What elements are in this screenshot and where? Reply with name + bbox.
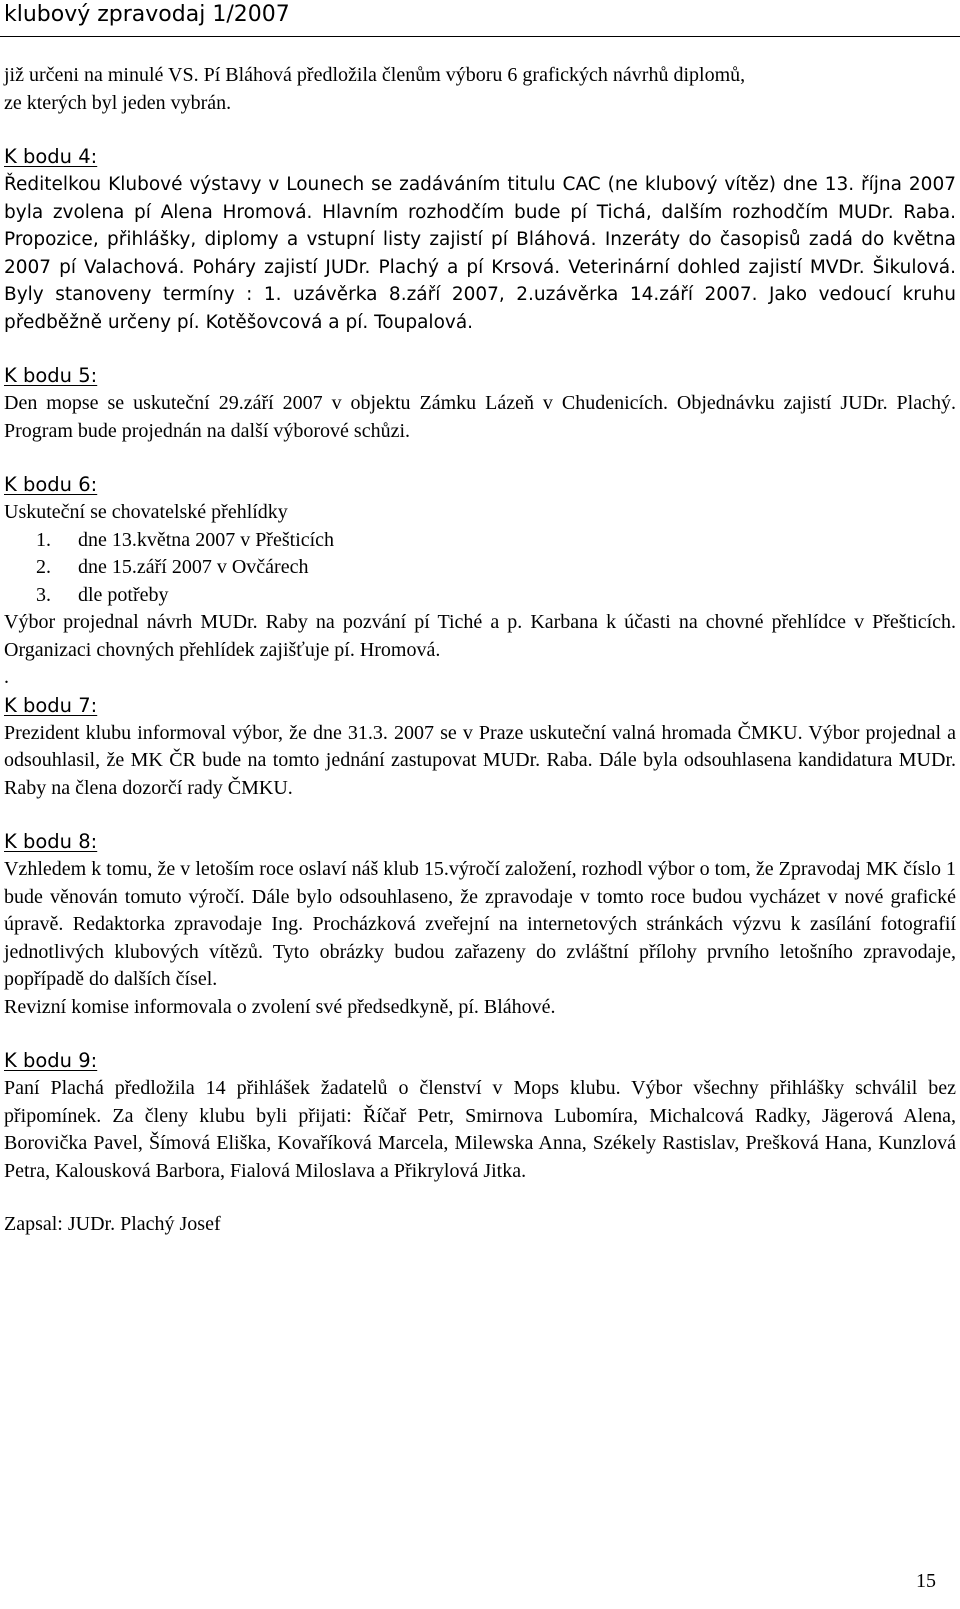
header-rule (0, 36, 960, 37)
section-6-list (4, 527, 956, 610)
section-4-heading: K bodu 4: (4, 145, 98, 168)
intro-line-1: již určeni na minulé VS. Pí Bláhová předložila členům výboru 6 grafických návrhů diplomů, (4, 64, 746, 86)
intro-line-2: ze kterých byl jeden vybrán. (4, 91, 232, 114)
section-9-text: Paní Plachá předložila 14 přihlášek žadatelů o členství v Mops klubu. Výbor všechny přihlášky schválil bez připomínek. Za členy klubu byli přijati: Říčař Petr, Smirnova Lubomíra, Michalcová Radky, Jägerová Alena, Borovička Pavel, Šímová Eliška, Kovaříková Marcela, Milewska Anna, Székely Rastislav, Prešková Hana, Kunzlová Petra, Kalousková Barbora, Fialová Miloslava a Přikrylová Jitka. (4, 1077, 956, 1182)
page-number: 15 (916, 1570, 936, 1592)
section-7-text: Prezident klubu informoval výbor, že dne 31.3. 2007 se v Praze uskuteční valná hromada ČMKU. Výbor projednal a odsouhlasil, že MK ČR bude na tomto jednání zastupovat MUDr. Raba. Dále byla odsouhlasena kandidatura MUDr. Raby na člena dozorčí rady ČMKU. (4, 721, 956, 799)
section-9-heading: K bodu 9: (4, 1049, 98, 1072)
section-6-text: Výbor projednal návrh MUDr. Raby na pozvání pí Tiché a p. Karbana k účasti na chovné přehlídce v Přešticích. Organizaci chovných přehlídek zajišťuje pí. Hromová. (4, 611, 956, 661)
section-4-text: Ředitelkou Klubové výstavy v Lounech se zadáváním titulu CAC (ne klubový vítěz) dne 13. října 2007 byla zvolena pí Alena Hromová. Hlavním rozhodčím bude pí Tichá, dalším rozhodčím MUDr. Raba. Propozice, přihlášky, diplomy a vstupní listy zajistí pí Bláhová. Inzeráty do časopisů zadá do května 2007 pí Valachová. Poháry zajistí JUDr. Plachý a pí Krsová. Veterinární dohled zajistí MVDr. Šikulová. Byly stanoveny termíny : 1. uzávěrka 8.září 2007, 2.uzávěrka 14.září 2007. Jako vedoucí kruhu předběžně určeny pí. Kotěšovcová a pí. Toupalová. (4, 174, 956, 333)
section-8-text-2: Revizní komise informovala o zvolení své předsedkyně, pí. Bláhové. (4, 995, 556, 1018)
section-6-lead: Uskuteční se chovatelské přehlídky (4, 501, 288, 523)
section-6-dot: . (4, 666, 9, 688)
document-body (4, 62, 956, 1239)
list-item: 2. dne 15.září 2007 v Ovčárech (36, 556, 309, 578)
section-7-heading: K bodu 7: (4, 693, 98, 717)
signature: Zapsal: JUDr. Plachý Josef (4, 1213, 221, 1235)
section-8-text: Vzhledem k tomu, že v letoším roce oslaví náš klub 15.výročí založení, rozhodl výbor o tom, že Zpravodaj MK číslo 1 bude věnován tomuto výročí. Dále bylo odsouhlaseno, že zpravodaje v tomto roce budou vycházet v nové grafické úpravě. Redaktorka zpravodaje Ing. Procházková zveřejní na internetových stránkách výzvu k zasílání fotografií jednotlivých klubových vítězů. Tyto obrázky budou zařazeny do zvláštní přílohy prvního letošního zpravodaje, popřípadě do dalších čísel. (4, 858, 956, 990)
section-5-heading: K bodu 5: (4, 364, 98, 387)
list-item: 1. dne 13.května 2007 v Přešticích (36, 528, 335, 551)
section-6-heading: K bodu 6: (4, 473, 98, 496)
section-8-heading: K bodu 8: (4, 830, 98, 853)
section-5-text: Den mopse se uskuteční 29.září 2007 v objektu Zámku Lázeň v Chudenicích. Objednávku zajistí JUDr. Plachý. Program bude projednán na další výborové schůzi. (4, 392, 956, 442)
list-item: 3. dle potřeby (36, 583, 169, 606)
page-header-title: klubový zpravodaj 1/2007 (4, 2, 290, 27)
